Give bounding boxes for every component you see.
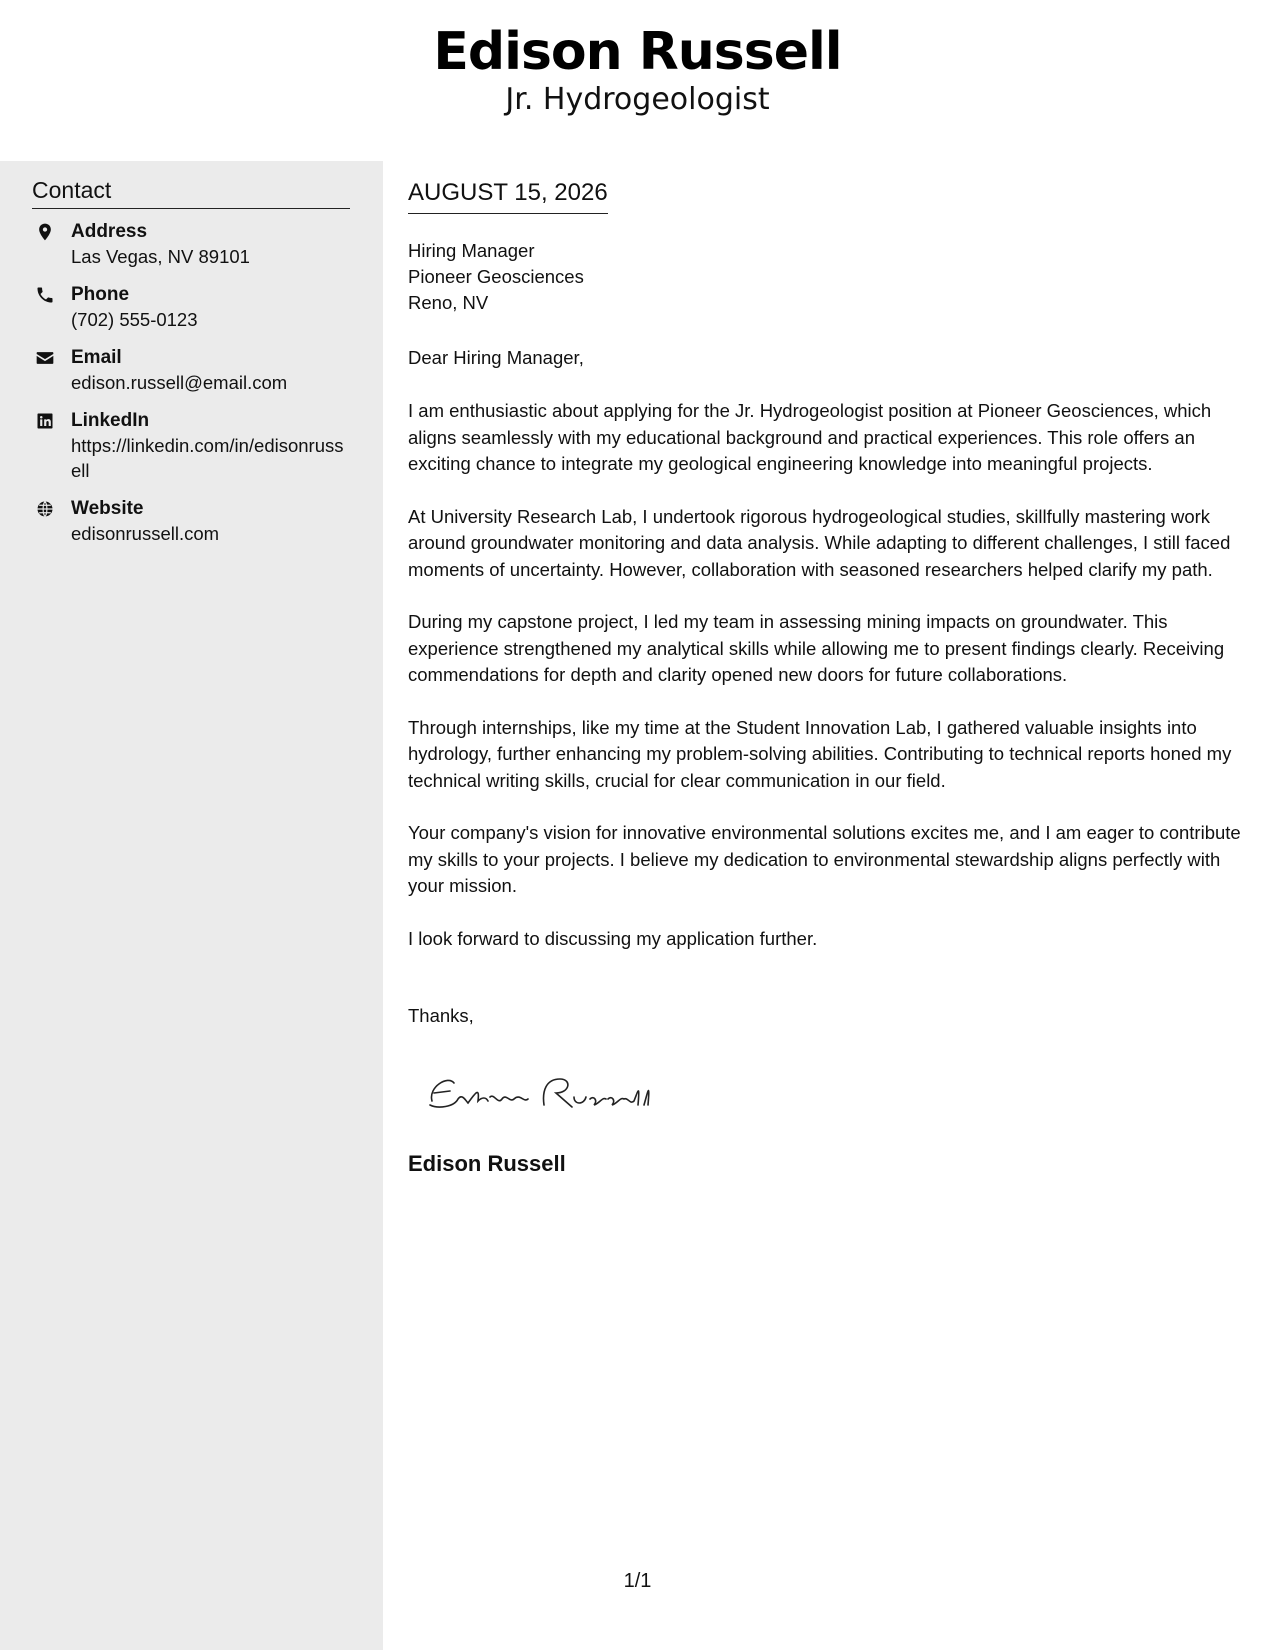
recipient-location: Reno, NV: [408, 292, 489, 313]
paragraph: Through internships, like my time at the Student Innovation Lab, I gathered valuable insights into hydrology, further enhancing my problem-solving abilities. Contributing to technical reports honed my technical writing skills, crucial for clear communication in our field.: [408, 716, 1232, 791]
paragraph: During my capstone project, I led my team in assessing mining impacts on groundwater. This experience strengthened my analytical skills while allowing me to present findings clearly. Receiving commendations for depth and clarity opened new doors for future collaborations.: [408, 611, 1225, 685]
letter-paragraphs: [408, 398, 1254, 978]
contact-value: Las Vegas, NV 89101: [71, 246, 250, 267]
job-title: Jr. Hydrogeologist: [505, 82, 770, 117]
header: [0, 0, 1275, 161]
phone-icon: [35, 285, 55, 305]
globe-icon: [35, 499, 55, 519]
recipient-block: [408, 238, 584, 316]
page-number: 1/1: [623, 1570, 652, 1592]
paragraph: I am enthusiastic about applying for the Jr. Hydrogeologist position at Pioneer Geosciences, which aligns seamlessly with my educational background and practical experiences. This role offers an exciting chance to integrate my geological engineering knowledge into meaningful projects.: [408, 400, 1212, 474]
contact-label: Website: [71, 498, 144, 519]
letter-date: AUGUST 15, 2026: [408, 179, 608, 214]
closing: Thanks,: [408, 1005, 474, 1026]
contact-label: Address: [71, 221, 148, 242]
contact-item-phone: [32, 282, 352, 332]
location-pin-icon: [35, 222, 55, 242]
email-icon: [35, 348, 55, 368]
contact-item-email: [32, 345, 352, 395]
recipient-company: Pioneer Geosciences: [408, 266, 584, 287]
linkedin-icon: [35, 411, 55, 431]
contact-value: (702) 555-0123: [71, 309, 198, 330]
contact-item-website: [32, 496, 352, 546]
contact-heading: Contact: [32, 177, 350, 209]
paragraph: At University Research Lab, I undertook rigorous hydrogeological studies, skillfully mastering work around groundwater monitoring and data analysis. While adapting to different challenges, I still faced moments of uncertainty. However, collaboration with seasoned researchers helped clarify my path.: [408, 505, 1231, 580]
linkedin-link[interactable]: https://linkedin.com/in/edisonrussell: [71, 435, 344, 481]
recipient-name: Hiring Manager: [408, 240, 535, 261]
handwritten-signature: [424, 1061, 664, 1121]
email-link[interactable]: edison.russell@email.com: [71, 372, 288, 393]
salutation: Dear Hiring Manager,: [408, 347, 584, 368]
website-link[interactable]: edisonrussell.com: [71, 523, 220, 544]
contact-label: Email: [71, 347, 122, 368]
contact-item-address: [32, 219, 352, 269]
contact-label: Phone: [71, 284, 130, 305]
contact-label: LinkedIn: [71, 410, 150, 431]
contact-list: [32, 219, 352, 559]
paragraph: I look forward to discussing my application further.: [408, 927, 818, 949]
contact-sidebar: [0, 161, 383, 1650]
contact-item-linkedin: [32, 408, 352, 483]
applicant-name: Edison Russell: [433, 22, 842, 82]
signer-name: Edison Russell: [408, 1151, 566, 1176]
paragraph: Your company's vision for innovative environmental solutions excites me, and I am eager to contribute my skills to your projects. I believe my dedication to environmental stewardship aligns perfectly with your mission.: [408, 822, 1241, 896]
